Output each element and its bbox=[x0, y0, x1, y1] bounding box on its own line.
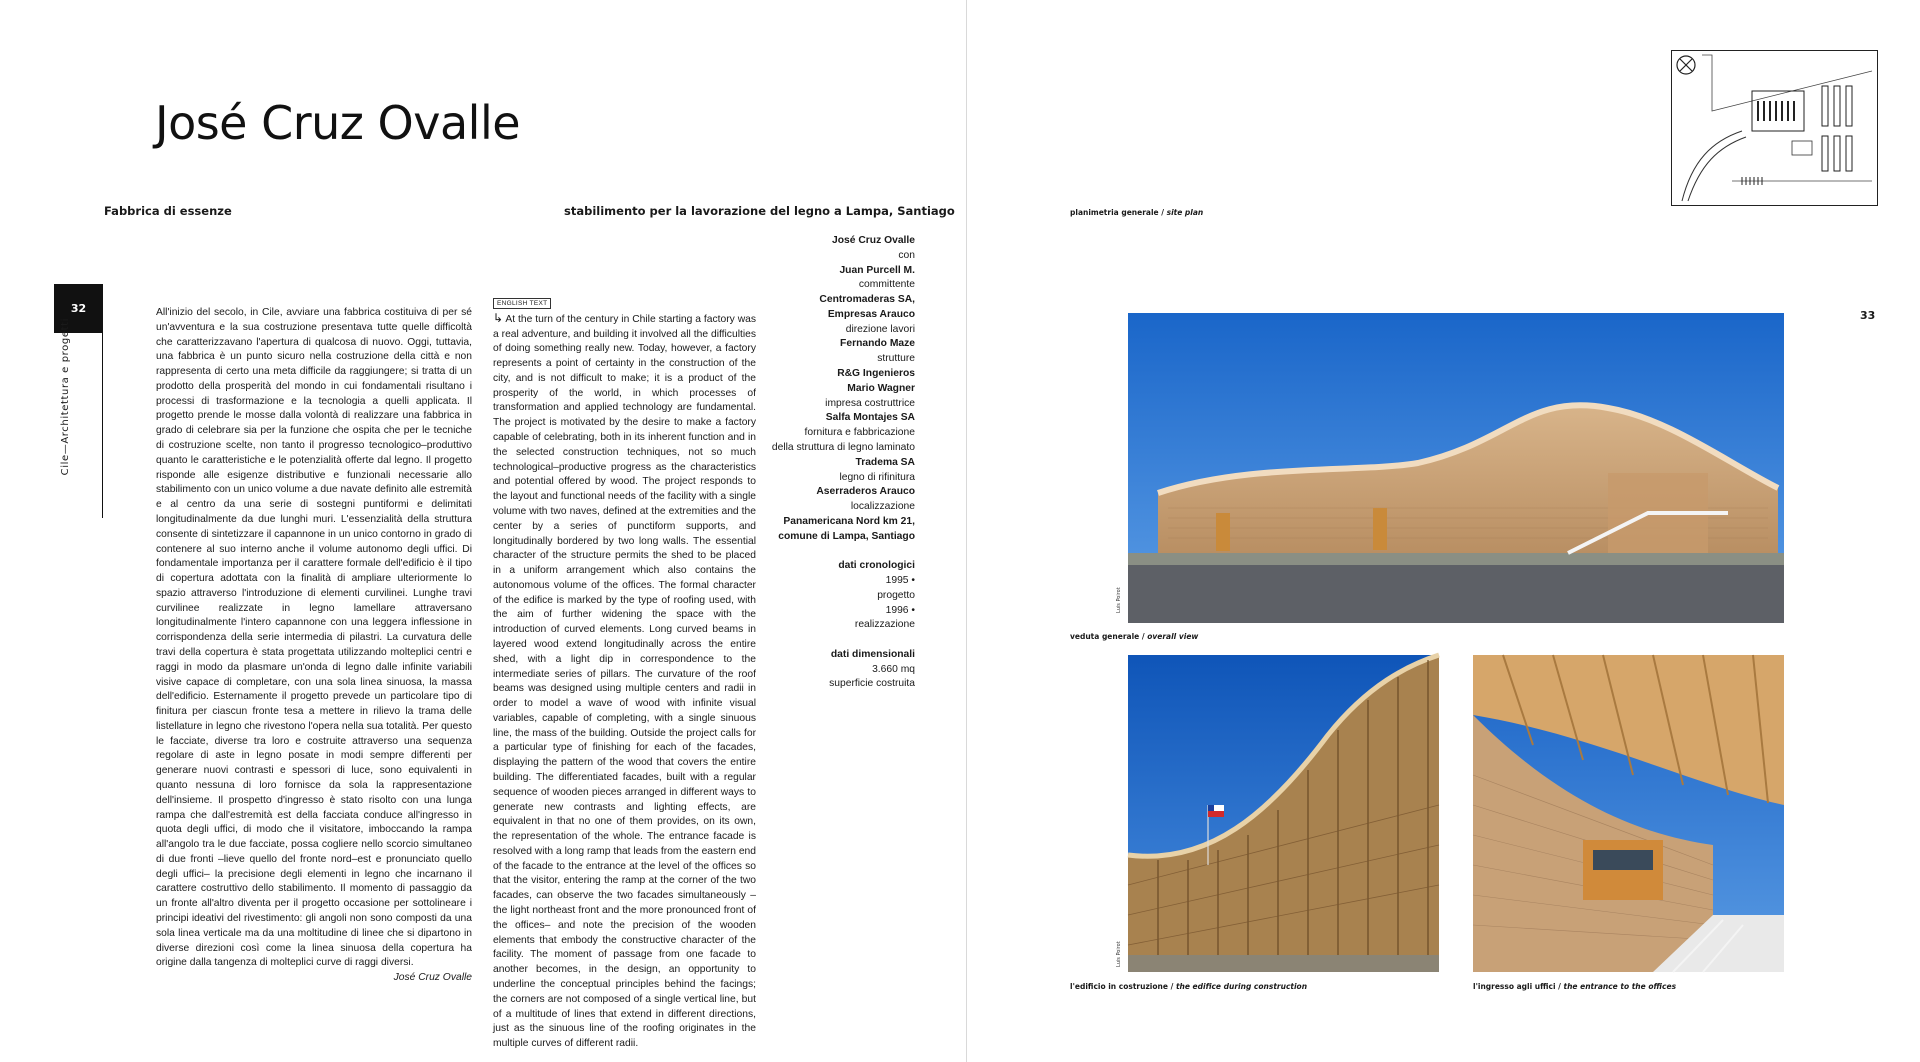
english-body: At the turn of the century in Chile starting a factory was a real adventure, and building it involved all the difficulties of doing something really new. Today, however, a factory represents a point of certainty in the construction of the city, and is not difficult to make; it is a product of the prosperity of the world, in which processes of transformation and applied technology are fundamental. The project is motivated by the desire to make a factory capable of celebrating, both in its inherent function and in the selected construction techniques, not so much technological–productive progress as the characteristics and potential offered by wood. The project responds to the layout and functional needs of the facility with a single volume with two naves, defined at the extremities and the center by a series of punctiform supports, and longitudinally bordered by two long walls. The essential character of the structure permits the shed to be placed in a uniform arrangement which also contains the autonomous volume of the offices. The formal character of the edifice is marked by the type of roofing used, with the aim of further widening the space with the introduction of curved elements. Long curved beams in layered wood extend longitudinally across the entire shed, with a light dip in correspondence to the intermediate series of pillars. The curvature of the roof beams was designed using multiple centers and radii in order to model a wave of wood with infinite visual variables, capable of completing, with a single sinuous line, the mass of the building. Outside the project calls for a particular type of finishing for each of the facades, displaying the pattern of the wood that covers the entire building. The differentiated facades, built with a regular sequence of wooden pieces arranged in different ways to generate new contrasts and lighting effects, are equivalent in that no one of them provides, on its own, the representation of the whole. The entrance facade is resolved with a long ramp that leads from the eastern end of the facade to the entrance at the level of the offices so that the visitor, entering the ramp at the corner of the two facades, can observe the two facades simultaneously –the light northeast front and the more pronounced front of the offices– and note the precision of the wooden elements that embody the constructive character of the facility. The moment of passage from one facade to another becomes, in the design, an opportunity to underline the conceptual principles behind the facings; the corners are not composed of a single vertical line, but of a multitude of lines that extend in different directions, just as the sinuous line of the roofing originates in the multiple curves of different radii. bbox=[493, 313, 757, 1050]
credit-line: strutture bbox=[877, 353, 915, 365]
credit-line: Panamericana Nord km 21, bbox=[783, 515, 915, 527]
credit-line: Aserraderos Arauco bbox=[816, 486, 915, 498]
credit-line: legno di rifinitura bbox=[839, 471, 915, 483]
site-plan-drawing bbox=[1671, 50, 1878, 206]
credit-line: dati dimensionali bbox=[830, 648, 915, 660]
section-rule bbox=[102, 333, 103, 518]
spread-gutter bbox=[966, 0, 967, 1062]
caption-construction: l'edificio in costruzione / the edifice during construction bbox=[1070, 982, 1308, 991]
credit-line: 3.660 mq bbox=[872, 663, 915, 675]
credit-line: Mario Wagner bbox=[847, 382, 915, 394]
credit-line: progetto bbox=[877, 589, 915, 601]
photo-entrance bbox=[1473, 655, 1784, 972]
credit-line: Fernando Maze bbox=[840, 338, 915, 350]
credit-line: Empresas Arauco bbox=[827, 308, 915, 320]
page-number-left: 32 bbox=[54, 284, 103, 333]
credit-line: committente bbox=[858, 279, 915, 291]
caption-entrance: l'ingresso agli uffici / the entrance to the offices bbox=[1473, 982, 1677, 991]
credit-line: direzione lavori bbox=[845, 323, 915, 335]
credit-line: R&G Ingenieros bbox=[837, 368, 915, 380]
site-plan-caption: planimetria generale / site plan bbox=[1070, 208, 1204, 217]
english-text-column bbox=[493, 296, 756, 1052]
credit-line: 1995 • bbox=[885, 574, 915, 586]
credit-line: Centromaderas SA, bbox=[819, 294, 915, 306]
project-credits bbox=[760, 234, 915, 692]
credit-line: dati cronologici bbox=[838, 560, 915, 572]
credit-line: Salfa Montajes SA bbox=[825, 412, 915, 424]
section-label: Cile—Architettura e progetti bbox=[60, 318, 71, 476]
credit-line: Tradema SA bbox=[855, 456, 915, 468]
page-title: José Cruz Ovalle bbox=[155, 96, 521, 150]
credit-gap bbox=[760, 633, 915, 648]
caption-overall-view: veduta generale / overall view bbox=[1070, 632, 1199, 641]
arrow-icon: ↳ bbox=[493, 310, 504, 325]
photo-construction bbox=[1116, 655, 1439, 972]
credit-line: superficie costruita bbox=[829, 678, 915, 690]
credit-line: della struttura di legno laminato bbox=[771, 441, 915, 453]
project-description: stabilimento per la lavorazione del legno a Lampa, Santiago bbox=[564, 204, 955, 218]
photo-credit-construction: Luis Poirot bbox=[1116, 941, 1122, 967]
credit-line: 1996 • bbox=[885, 604, 915, 616]
credit-line: Juan Purcell M. bbox=[839, 264, 915, 276]
page-number-right: 33 bbox=[1860, 309, 1876, 322]
photo-overall-view bbox=[1116, 313, 1784, 623]
credit-line: realizzazione bbox=[854, 619, 915, 631]
english-text-badge: ENGLISH TEXT bbox=[493, 298, 551, 309]
credit-line: con bbox=[898, 249, 915, 261]
project-name: Fabbrica di essenze bbox=[104, 204, 232, 218]
photo-credit: Luis Poirot bbox=[1116, 587, 1122, 613]
italian-body: All'inizio del secolo, in Cile, avviare una fabbrica costituiva di per sé un'avventura e la sua costruzione presentava tutte quelle difficoltà che caratterizzavano l'apertura di qualcosa di nuovo. Oggi, tuttavia, una fabbrica è un punto sicuro nella costruzione della città e non rappresenta di certo una meta difficile da raggiungere; si tratta di un prodotto della prosperità del mondo in cui fondamentali risultano i processi di trasformazione e la tecnologia a quelli applicata. Il progetto prende le mosse dalla volontà di realizzare una fabbrica in grado di celebrare sia per la funzione che ospita che per le tecniche di costruzione scelte, non tanto il progresso tecnologico–produttivo quanto le caratteristiche e le potenzialità offerte dal legno. Il progetto risponde alle esigenze distributive e funzionali necessarie allo stabilimento con un unico volume a due navate definito alle estremità e al centro da una serie di sostegni puntiformi e delimitati longitudinalmente da due lunghi muri. L'essenzialità della struttura consente di sintetizzare il capannone in un unico contorno in grado di contenere al suo interno anche il volume autonomo degli uffici. Di fondamentale importanza per il carattere formale dell'edificio è il tipo di copertura adottata con la finalità di ampliare ulteriormente lo spazio attraverso l'introduzione di elementi curvilinei. Lunghe travi curvilinee realizzate in legno lamellare attraversano longitudinalmente l'intero capannone con una leggera inflessione in corrispondenza della serie intermedia di pilastri. La curvatura delle travi della copertura è stata progettata utilizzando molteplici centri e raggi in modo da plasmare un'onda di legno dalle infinite variabili visive capace di completare, con una sola linea sinuosa, la massa dell'edificio. Esternamente il progetto prevede un particolare tipo di finitura per ciascun fronte tesa a mettere in rilievo la trama delle listellature in legno che rivestono l'opera nella sua totalità. Per questo le facciate, diverse tra loro e costruite attraverso una sequenza regolare di aste in legno posate in modi sempre differenti per generare nuovi contrasti e spessori di luce, sono equivalenti in quanto nessuna di loro fornisce da sola la rappresentazione dell'insieme. Il prospetto d'ingresso è stato risolto con una lunga rampa che dall'estremità est della facciata conduce all'ingresso in quota degli uffici, di modo che il visitatore, imboccando la rampa all'angolo tra le due facciate, possa cogliere nello scorcio simultaneo di due fronti –lieve quello del fronte nord–est e pronunciato quello degli uffici– la precisione degli elementi in legno che incarnano il carattere costruttivo dello stabilimento. Il momento di passaggio da un fronte all'altro diventa per il progetto occasione per sottolineare i principi ideativi del rivestimento: gli angoli non sono composti da una sola linea verticale ma da una moltitudine di linee che si dipartono in diverse direzioni così come la linea sinuosa della copertura ha origine dalla tangenza di molteplici curve di raggi diversi. bbox=[156, 307, 472, 969]
italian-signature: José Cruz Ovalle bbox=[393, 972, 472, 984]
credit-line: localizzazione bbox=[850, 501, 915, 513]
credit-gap bbox=[760, 544, 915, 559]
credit-line: José Cruz Ovalle bbox=[832, 235, 915, 246]
credit-line: fornitura e fabbricazione bbox=[804, 427, 915, 439]
credit-line: comune di Lampa, Santiago bbox=[778, 530, 915, 542]
italian-text-column bbox=[156, 306, 472, 986]
credit-line: impresa costruttrice bbox=[825, 397, 915, 409]
